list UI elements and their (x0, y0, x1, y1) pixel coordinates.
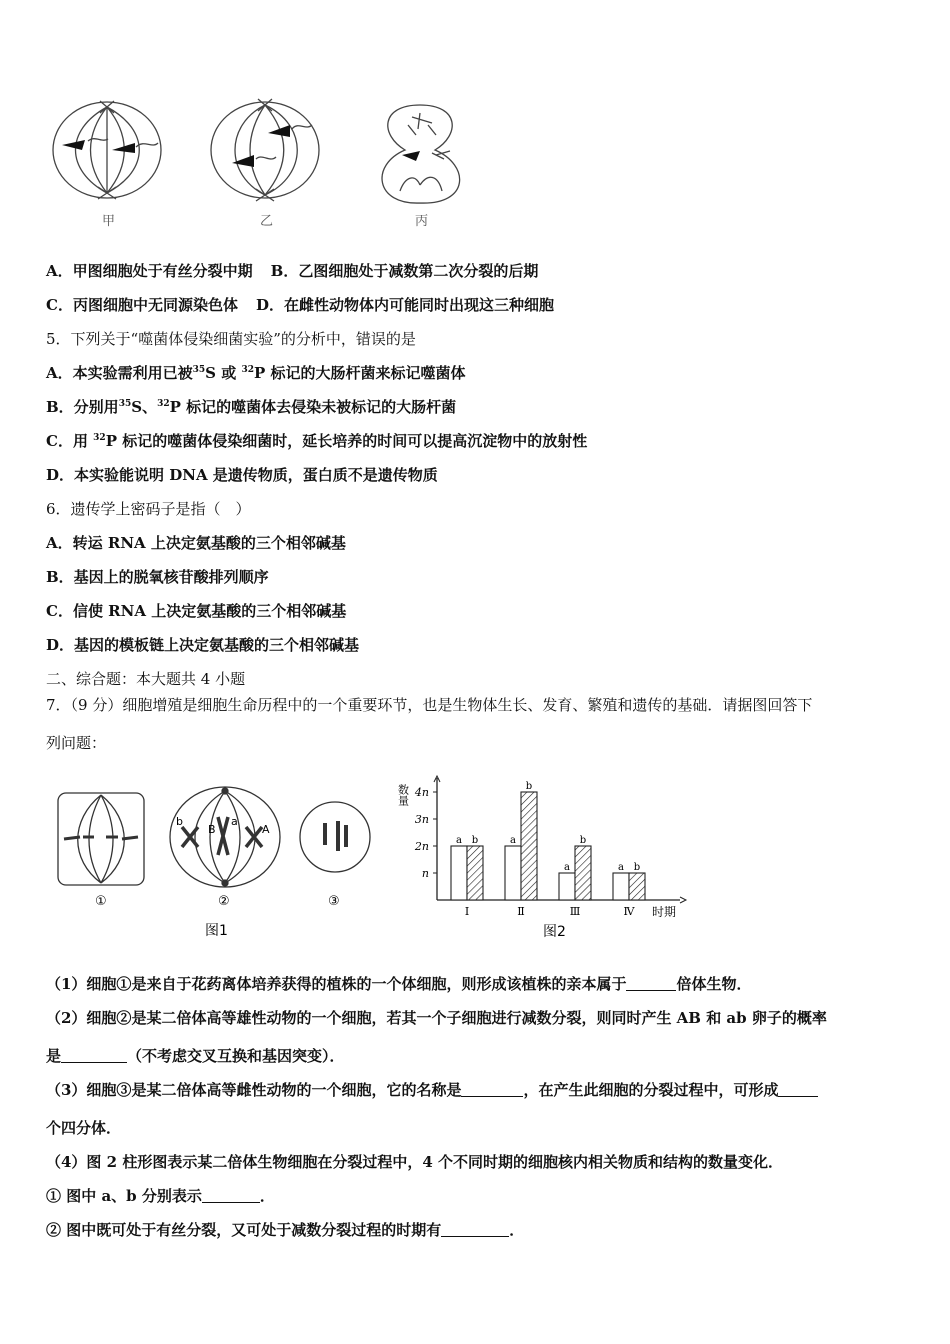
chart-y-tick-label: 2n (414, 840, 429, 853)
chart-bar-b (521, 792, 537, 900)
q7-part2-line2 (46, 1046, 345, 1066)
chart-category-label: Ⅳ (623, 905, 635, 918)
chart-bar-a (613, 873, 629, 900)
label-yi: 乙 (260, 214, 274, 229)
chart-category-label: Ⅱ (517, 905, 525, 918)
chart-bar-b (575, 846, 591, 900)
q7-sub2-blank[interactable] (441, 1221, 509, 1237)
q5-a-text-1: A．本实验需利用已被 (46, 364, 193, 382)
q7-part2-text: 是 (46, 1047, 62, 1065)
chart-bar-label: b (579, 835, 587, 846)
cell-1 (58, 793, 144, 885)
q7-part3-line1 (46, 1080, 818, 1100)
chart-bar-label: b (633, 862, 641, 873)
chart-y-tick-label: 4n (414, 786, 429, 799)
q5-a-text-3: P 标记的大肠杆菌来标记噬菌体 (253, 364, 466, 382)
q7-stem-line2: 列问题： (46, 734, 107, 752)
chart-title: 图2 (543, 924, 566, 940)
chart-y-tick-label: 3n (414, 813, 429, 826)
chart-bar-label: b (471, 835, 479, 846)
q7-part2-line1: （2）细胞②是某二倍体高等雄性动物的一个细胞，若其一个子细胞进行减数分裂，则同时产生 AB 和 ab 卵子的概率 (46, 1009, 827, 1027)
gene-label-B: B (208, 823, 216, 836)
figure-1 (50, 785, 390, 945)
chart-bar-label: a (456, 835, 462, 846)
q5-option-a (46, 363, 466, 383)
gene-label-b: b (176, 815, 183, 828)
q5-option-d: D．本实验能说明 DNA 是遗传物质，蛋白质不是遗传物质 (46, 466, 438, 484)
cell-3 (300, 802, 370, 872)
q7-part3-blank2[interactable] (778, 1081, 818, 1097)
chart-bar-label: b (525, 781, 533, 792)
chart-ylabel: 数量 (396, 784, 410, 806)
chart-bar-label: a (510, 835, 516, 846)
q7-sub1-tail: ． (259, 1187, 275, 1205)
q4-option-c: C．丙图细胞中无同源染色体 (46, 296, 238, 314)
q7-part1-text: （1）细胞①是来自于花药离体培养获得的植株的一个体细胞，则形成该植株的亲本属于 (46, 975, 627, 993)
label-bing: 丙 (415, 214, 429, 229)
q7-sub2-tail: ． (509, 1221, 525, 1239)
q5-option-b (46, 397, 456, 417)
q4-option-a: A．甲图细胞处于有丝分裂中期 (46, 262, 253, 280)
q5-c-sup-32: 32 (93, 433, 106, 443)
cell-jia (53, 101, 161, 199)
q7-sub1-text: ① 图中 a、b 分别表示 (46, 1187, 202, 1205)
q6-stem: 6．遗传学上密码子是指（ ） (46, 500, 251, 518)
chart-xlabel: 时期 (652, 905, 677, 919)
figure-2-chart (395, 768, 695, 948)
chart-bar-label: a (618, 862, 624, 873)
q7-sub1 (46, 1186, 275, 1206)
q5-a-sup-35: 35 (192, 365, 206, 375)
chart-bar-b (467, 846, 483, 900)
q5-stem: 5．下列关于“噬菌体侵染细菌实验”的分析中，错误的是 (46, 330, 416, 348)
chart-x-arrow (680, 897, 686, 903)
gene-label-A: A (262, 823, 270, 836)
q5-b-sup-32: 32 (157, 399, 170, 409)
q5-b-text-3: P 标记的噬菌体去侵染未被标记的大肠杆菌 (169, 398, 457, 416)
q7-part1 (46, 974, 751, 994)
q6-option-a: A．转运 RNA 上决定氨基酸的三个相邻碱基 (46, 534, 346, 552)
q4-option-d: D．在雌性动物体内可能同时出现这三种细胞 (255, 296, 554, 314)
q7-part1-blank[interactable] (626, 975, 676, 991)
q7-sub2-text: ② 图中既可处于有丝分裂，又可处于减数分裂过程的时期有 (46, 1221, 442, 1239)
q6-option-b: B．基因上的脱氧核苷酸排列顺序 (46, 568, 269, 586)
chart-bar-b (629, 873, 645, 900)
top-cell-figure (40, 95, 500, 235)
q5-b-text-2: S、 (131, 398, 158, 416)
q5-c-text-1: C．用 (46, 432, 94, 450)
q7-sub2 (46, 1220, 524, 1240)
q5-c-text-2: P 标记的噬菌体侵染细菌时，延长培养的时间可以提高沉淀物中的放射性 (105, 432, 588, 450)
q7-part4: （4）图 2 柱形图表示某二倍体生物细胞在分裂过程中，4 个不同时期的细胞核内相关物质和结构的数量变化． (46, 1153, 783, 1171)
chart-bar-a (505, 846, 521, 900)
q6-option-d: D．基因的模板链上决定氨基酸的三个相邻碱基 (46, 636, 360, 654)
q7-stem-line1: 7．（9 分）细胞增殖是细胞生命历程中的一个重要环节，也是生物体生长、发育、繁殖和遗传的基础．请据图回答下 (46, 696, 813, 714)
q5-a-text-2: S 或 (205, 364, 242, 382)
chart-bar-a (559, 873, 575, 900)
chart-y-tick-label: n (421, 867, 429, 880)
cell-3-label: ③ (328, 894, 340, 909)
cell-2 (170, 787, 280, 887)
q5-a-sup-32: 32 (241, 365, 254, 375)
q7-sub1-blank[interactable] (202, 1187, 260, 1203)
label-jia: 甲 (102, 214, 116, 229)
q5-b-text-1: B．分别用 (46, 398, 119, 416)
q7-part3-line2: 个四分体． (46, 1119, 122, 1137)
cell-bing (382, 105, 460, 203)
q4-options-ab (46, 261, 538, 281)
q7-part2-blank[interactable] (61, 1047, 127, 1063)
section2-title: 二、综合题：本大题共 4 小题 (46, 670, 246, 688)
q7-part1-tail: 倍体生物． (676, 975, 752, 993)
q7-part3-blank1[interactable] (461, 1081, 523, 1097)
q7-part3-text: （3）细胞③是某二倍体高等雌性动物的一个细胞，它的名称是 (46, 1081, 462, 1099)
chart-category-label: Ⅲ (569, 905, 581, 918)
cell-1-label: ① (95, 894, 107, 909)
q5-b-sup-35: 35 (118, 399, 132, 409)
gene-label-a: a (231, 815, 238, 828)
q5-option-c (46, 431, 587, 451)
q6-option-c: C．信使 RNA 上决定氨基酸的三个相邻碱基 (46, 602, 347, 620)
chart-bar-label: a (564, 862, 570, 873)
chart-bar-a (451, 846, 467, 900)
q4-options-cd (46, 295, 554, 315)
figure-1-caption: 图1 (205, 923, 228, 939)
cell-yi (211, 99, 319, 201)
q7-part3-mid: ，在产生此细胞的分裂过程中，可形成 (523, 1081, 779, 1099)
q7-part2-tail: （不考虑交叉互换和基因突变）． (127, 1047, 345, 1065)
q4-option-b: B．乙图细胞处于减数第二次分裂的后期 (270, 262, 539, 280)
chart-category-label: Ⅰ (464, 905, 470, 918)
cell-2-label: ② (218, 894, 230, 909)
